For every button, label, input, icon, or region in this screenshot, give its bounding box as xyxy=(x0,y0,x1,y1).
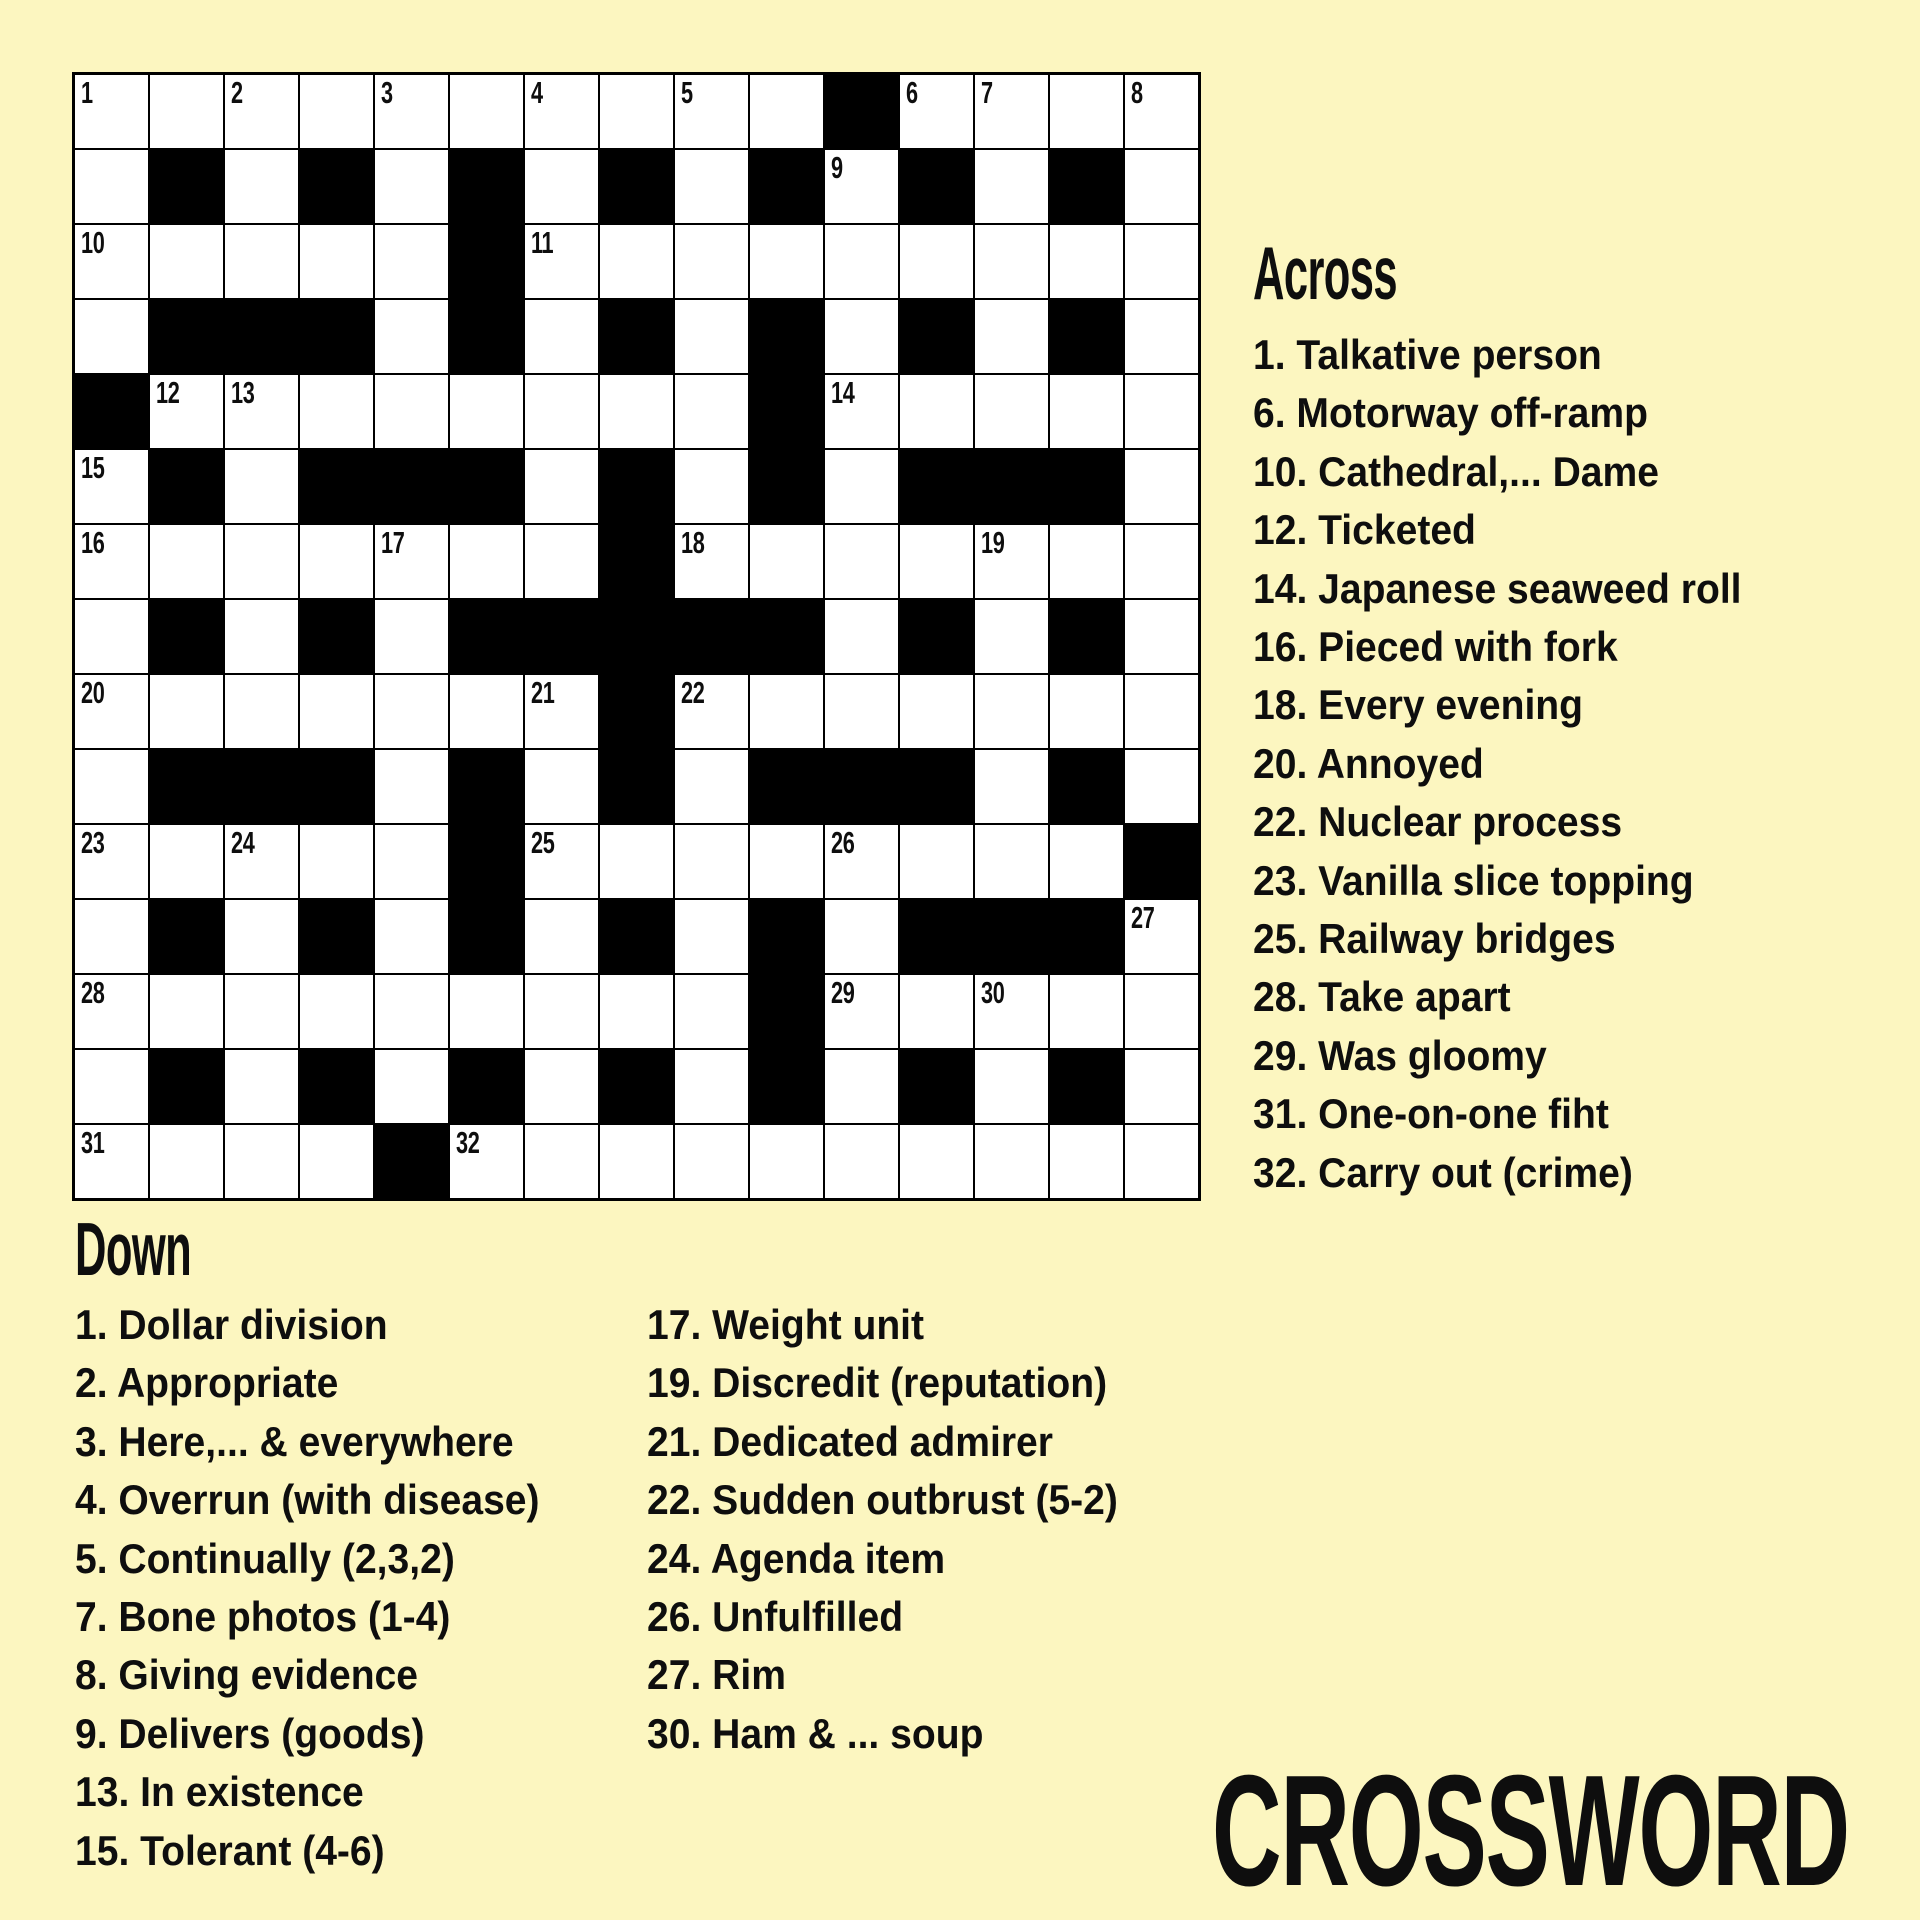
grid-cell[interactable] xyxy=(825,375,898,448)
grid-cell[interactable] xyxy=(750,1125,823,1198)
grid-cell[interactable] xyxy=(600,75,673,148)
grid-cell[interactable] xyxy=(525,675,598,748)
grid-cell[interactable] xyxy=(1050,525,1123,598)
grid-cell[interactable] xyxy=(975,675,1048,748)
grid-cell-black xyxy=(900,150,973,223)
grid-cell[interactable] xyxy=(1125,375,1198,448)
down-clue-item: 5. Continually (2,3,2) xyxy=(75,1534,455,1582)
cell-number: 29 xyxy=(831,975,855,1010)
grid-cell[interactable] xyxy=(525,1050,598,1123)
grid-cell-black xyxy=(750,600,823,673)
grid-cell[interactable] xyxy=(975,375,1048,448)
cell-number: 18 xyxy=(681,525,705,560)
down-clue-item: 21. Dedicated admirer xyxy=(647,1417,1053,1465)
down-clue-item: 9. Delivers (goods) xyxy=(75,1709,425,1757)
grid-cell[interactable] xyxy=(375,675,448,748)
cell-number: 23 xyxy=(81,825,105,860)
grid-cell[interactable] xyxy=(225,150,298,223)
grid-cell-black xyxy=(450,600,523,673)
grid-cell[interactable] xyxy=(150,375,223,448)
grid-cell[interactable] xyxy=(900,525,973,598)
grid-cell[interactable] xyxy=(375,750,448,823)
grid-cell-black xyxy=(450,900,523,973)
down-header: Down xyxy=(75,1207,192,1291)
grid-cell[interactable] xyxy=(975,1050,1048,1123)
grid-cell[interactable] xyxy=(75,825,148,898)
cell-number: 11 xyxy=(531,225,554,260)
grid-cell[interactable] xyxy=(825,975,898,1048)
down-clue-list-col-1 xyxy=(75,1296,575,1880)
grid-cell[interactable] xyxy=(1125,975,1198,1048)
grid-cell-black xyxy=(750,150,823,223)
grid-cell[interactable] xyxy=(975,225,1048,298)
grid-cell[interactable] xyxy=(1050,75,1123,148)
grid-cell-black xyxy=(300,300,373,373)
grid-cell[interactable] xyxy=(225,900,298,973)
grid-cell[interactable] xyxy=(975,975,1048,1048)
down-clue-item: 22. Sudden outbrust (5-2) xyxy=(647,1476,1118,1524)
grid-cell[interactable] xyxy=(450,975,523,1048)
grid-cell[interactable] xyxy=(300,825,373,898)
grid-cell[interactable] xyxy=(675,75,748,148)
grid-cell[interactable] xyxy=(750,825,823,898)
grid-cell[interactable] xyxy=(1125,525,1198,598)
cell-number: 2 xyxy=(231,75,243,110)
down-clue-item: 19. Discredit (reputation) xyxy=(647,1359,1108,1407)
puzzle-title: CROSSWORD xyxy=(1212,1743,1849,1919)
down-clue-item: 1. Dollar division xyxy=(75,1301,388,1348)
cell-number: 20 xyxy=(81,675,105,710)
grid-cell-black xyxy=(150,600,223,673)
grid-cell[interactable] xyxy=(225,375,298,448)
grid-cell[interactable] xyxy=(150,675,223,748)
grid-cell[interactable] xyxy=(225,675,298,748)
grid-cell[interactable] xyxy=(750,225,823,298)
cell-number: 1 xyxy=(81,75,93,110)
grid-cell[interactable] xyxy=(1050,1125,1123,1198)
grid-cell[interactable] xyxy=(1050,975,1123,1048)
grid-cell[interactable] xyxy=(450,1125,523,1198)
grid-cell[interactable] xyxy=(300,1125,373,1198)
grid-cell-black xyxy=(300,450,373,523)
grid-cell-black xyxy=(975,450,1048,523)
grid-cell[interactable] xyxy=(525,75,598,148)
grid-cell[interactable] xyxy=(900,75,973,148)
grid-cell[interactable] xyxy=(150,975,223,1048)
grid-cell[interactable] xyxy=(225,525,298,598)
grid-cell[interactable] xyxy=(450,75,523,148)
grid-cell[interactable] xyxy=(1125,225,1198,298)
down-clue-item: 2. Appropriate xyxy=(75,1359,339,1407)
grid-cell[interactable] xyxy=(75,1125,148,1198)
down-clue-item: 15. Tolerant (4-6) xyxy=(75,1826,385,1874)
grid-cell-black xyxy=(225,750,298,823)
grid-cell-black xyxy=(1125,825,1198,898)
grid-cell[interactable] xyxy=(525,375,598,448)
grid-cell[interactable] xyxy=(525,150,598,223)
grid-cell[interactable] xyxy=(225,600,298,673)
across-clue-list xyxy=(1253,326,1778,1202)
grid-cell[interactable] xyxy=(525,300,598,373)
grid-cell[interactable] xyxy=(75,1050,148,1123)
grid-cell[interactable] xyxy=(75,900,148,973)
grid-cell[interactable] xyxy=(375,300,448,373)
grid-cell-black xyxy=(1050,450,1123,523)
grid-cell[interactable] xyxy=(975,750,1048,823)
grid-cell[interactable] xyxy=(75,525,148,598)
cell-number: 8 xyxy=(1131,75,1143,110)
grid-cell-black xyxy=(450,1050,523,1123)
grid-cell[interactable] xyxy=(825,600,898,673)
cell-number: 19 xyxy=(981,525,1005,560)
grid-cell[interactable] xyxy=(750,675,823,748)
grid-cell[interactable] xyxy=(675,450,748,523)
grid-cell-black xyxy=(150,1050,223,1123)
grid-cell-black xyxy=(300,150,373,223)
down-clue-item: 8. Giving evidence xyxy=(75,1651,418,1699)
across-header: Across xyxy=(1253,231,1398,315)
cell-number: 31 xyxy=(81,1125,105,1160)
grid-cell[interactable] xyxy=(675,1050,748,1123)
grid-cell[interactable] xyxy=(1125,750,1198,823)
grid-cell[interactable] xyxy=(975,150,1048,223)
grid-cell[interactable] xyxy=(825,450,898,523)
grid-cell-black xyxy=(300,900,373,973)
grid-cell-black xyxy=(750,750,823,823)
across-clue-item: 31. One-on-one fiht xyxy=(1253,1090,1609,1138)
grid-cell[interactable] xyxy=(975,825,1048,898)
grid-cell-black xyxy=(1050,600,1123,673)
grid-cell[interactable] xyxy=(375,75,448,148)
grid-cell-black xyxy=(525,600,598,673)
grid-cell[interactable] xyxy=(75,300,148,373)
grid-cell[interactable] xyxy=(900,675,973,748)
grid-cell[interactable] xyxy=(525,450,598,523)
cell-number: 13 xyxy=(231,375,255,410)
grid-cell[interactable] xyxy=(150,1125,223,1198)
across-clue-item: 29. Was gloomy xyxy=(1253,1031,1547,1079)
grid-cell-black xyxy=(600,600,673,673)
grid-cell[interactable] xyxy=(675,675,748,748)
grid-cell[interactable] xyxy=(600,225,673,298)
grid-cell[interactable] xyxy=(300,675,373,748)
grid-cell[interactable] xyxy=(525,525,598,598)
grid-cell[interactable] xyxy=(675,975,748,1048)
grid-cell[interactable] xyxy=(75,600,148,673)
grid-cell-black xyxy=(900,600,973,673)
grid-cell[interactable] xyxy=(900,1125,973,1198)
grid-cell[interactable] xyxy=(825,300,898,373)
grid-cell-black xyxy=(150,750,223,823)
across-clue-item: 10. Cathedral,... Dame xyxy=(1253,447,1659,495)
grid-cell[interactable] xyxy=(525,975,598,1048)
grid-cell[interactable] xyxy=(1125,600,1198,673)
grid-cell[interactable] xyxy=(375,825,448,898)
grid-cell[interactable] xyxy=(75,750,148,823)
grid-cell[interactable] xyxy=(450,675,523,748)
grid-cell-black xyxy=(150,300,223,373)
grid-cell-black xyxy=(1050,900,1123,973)
grid-cell[interactable] xyxy=(300,975,373,1048)
grid-cell-black xyxy=(600,900,673,973)
grid-cell[interactable] xyxy=(975,525,1048,598)
grid-cell[interactable] xyxy=(150,525,223,598)
down-clue-item: 17. Weight unit xyxy=(647,1301,925,1348)
grid-cell[interactable] xyxy=(675,375,748,448)
grid-cell[interactable] xyxy=(1125,1125,1198,1198)
grid-cell[interactable] xyxy=(225,450,298,523)
grid-cell-black xyxy=(450,150,523,223)
across-clue-item: 23. Vanilla slice topping xyxy=(1253,856,1694,904)
grid-cell-black xyxy=(225,300,298,373)
grid-cell-black xyxy=(600,1050,673,1123)
grid-cell[interactable] xyxy=(1125,675,1198,748)
grid-cell[interactable] xyxy=(975,300,1048,373)
grid-cell-black xyxy=(825,75,898,148)
grid-cell[interactable] xyxy=(975,1125,1048,1198)
across-clue-item: 12. Ticketed xyxy=(1253,506,1476,554)
grid-cell[interactable] xyxy=(225,75,298,148)
grid-cell[interactable] xyxy=(750,525,823,598)
across-clue-item: 1. Talkative person xyxy=(1253,331,1602,378)
grid-cell[interactable] xyxy=(225,975,298,1048)
down-clue-item: 30. Ham & ... soup xyxy=(647,1709,984,1757)
grid-cell[interactable] xyxy=(375,1050,448,1123)
grid-cell-black xyxy=(600,750,673,823)
grid-cell-black xyxy=(450,225,523,298)
grid-cell-black xyxy=(375,450,448,523)
grid-cell[interactable] xyxy=(1125,450,1198,523)
grid-cell[interactable] xyxy=(225,1125,298,1198)
down-clue-item: 7. Bone photos (1-4) xyxy=(75,1593,451,1641)
grid-cell[interactable] xyxy=(300,225,373,298)
grid-cell-black xyxy=(750,1050,823,1123)
grid-cell[interactable] xyxy=(825,525,898,598)
down-clue-item: 27. Rim xyxy=(647,1651,786,1699)
cell-number: 6 xyxy=(906,75,918,110)
grid-cell[interactable] xyxy=(1125,75,1198,148)
grid-cell[interactable] xyxy=(750,75,823,148)
grid-cell[interactable] xyxy=(825,1050,898,1123)
grid-cell-black xyxy=(150,150,223,223)
grid-cell-black xyxy=(450,825,523,898)
across-clue-item: 6. Motorway off-ramp xyxy=(1253,389,1648,437)
grid-cell[interactable] xyxy=(900,375,973,448)
grid-cell-black xyxy=(1050,1050,1123,1123)
cell-number: 9 xyxy=(831,150,843,185)
grid-cell[interactable] xyxy=(300,525,373,598)
cell-number: 3 xyxy=(381,75,393,110)
grid-cell-black xyxy=(900,450,973,523)
grid-cell[interactable] xyxy=(450,525,523,598)
down-clue-list-col-2 xyxy=(647,1296,1153,1763)
grid-cell[interactable] xyxy=(675,525,748,598)
grid-cell-black xyxy=(150,900,223,973)
cell-number: 10 xyxy=(81,225,105,260)
grid-cell-black xyxy=(75,375,148,448)
grid-cell-black xyxy=(900,1050,973,1123)
grid-cell-black xyxy=(900,300,973,373)
grid-cell[interactable] xyxy=(600,975,673,1048)
grid-cell[interactable] xyxy=(1125,150,1198,223)
cell-number: 12 xyxy=(156,375,180,410)
cell-number: 21 xyxy=(531,675,555,710)
grid-cell-black xyxy=(900,750,973,823)
across-clue-item: 28. Take apart xyxy=(1253,973,1511,1021)
grid-cell[interactable] xyxy=(600,1125,673,1198)
grid-cell[interactable] xyxy=(975,600,1048,673)
grid-cell-black xyxy=(825,750,898,823)
grid-cell[interactable] xyxy=(600,375,673,448)
grid-cell[interactable] xyxy=(675,300,748,373)
across-clue-item: 32. Carry out (crime) xyxy=(1253,1148,1633,1196)
grid-cell-black xyxy=(450,450,523,523)
grid-cell-black xyxy=(1050,300,1123,373)
grid-cell[interactable] xyxy=(975,75,1048,148)
down-clue-item: 4. Overrun (with disease) xyxy=(75,1476,540,1524)
across-clue-item: 18. Every evening xyxy=(1253,681,1584,729)
across-clue-item: 22. Nuclear process xyxy=(1253,798,1623,846)
grid-cell[interactable] xyxy=(825,825,898,898)
cell-number: 22 xyxy=(681,675,705,710)
grid-cell-black xyxy=(600,675,673,748)
grid-cell[interactable] xyxy=(1125,300,1198,373)
grid-cell[interactable] xyxy=(225,825,298,898)
grid-cell[interactable] xyxy=(75,75,148,148)
cell-number: 30 xyxy=(981,975,1005,1010)
grid-cell-black xyxy=(750,300,823,373)
cell-number: 14 xyxy=(831,375,855,410)
grid-cell[interactable] xyxy=(150,825,223,898)
grid-cell[interactable] xyxy=(375,600,448,673)
grid-cell[interactable] xyxy=(525,825,598,898)
grid-cell-black xyxy=(150,450,223,523)
crossword-grid xyxy=(72,72,1201,1201)
grid-cell[interactable] xyxy=(75,225,148,298)
grid-cell-black xyxy=(1050,750,1123,823)
cell-number: 16 xyxy=(81,525,105,560)
grid-cell[interactable] xyxy=(1125,900,1198,973)
grid-cell-black xyxy=(750,375,823,448)
grid-cell[interactable] xyxy=(1050,675,1123,748)
grid-cell[interactable] xyxy=(375,375,448,448)
cell-number: 32 xyxy=(456,1125,480,1160)
grid-cell[interactable] xyxy=(75,450,148,523)
grid-cell[interactable] xyxy=(1050,825,1123,898)
grid-cell-black xyxy=(750,975,823,1048)
grid-cell[interactable] xyxy=(825,150,898,223)
grid-cell-black xyxy=(750,900,823,973)
grid-cell[interactable] xyxy=(675,150,748,223)
grid-cell[interactable] xyxy=(1050,225,1123,298)
cell-number: 5 xyxy=(681,75,693,110)
grid-cell-black xyxy=(600,450,673,523)
across-clue-item: 25. Railway bridges xyxy=(1253,915,1616,963)
grid-cell[interactable] xyxy=(600,825,673,898)
grid-cell[interactable] xyxy=(1125,1050,1198,1123)
grid-cell-black xyxy=(900,900,973,973)
grid-cell[interactable] xyxy=(825,1125,898,1198)
cell-number: 7 xyxy=(981,75,993,110)
across-clue-item: 20. Annoyed xyxy=(1253,739,1484,787)
cell-number: 17 xyxy=(381,525,405,560)
grid-cell[interactable] xyxy=(450,375,523,448)
grid-cell-black xyxy=(750,450,823,523)
grid-cell[interactable] xyxy=(75,975,148,1048)
grid-cell-black xyxy=(600,525,673,598)
grid-cell[interactable] xyxy=(75,150,148,223)
grid-cell-black xyxy=(300,1050,373,1123)
grid-cell[interactable] xyxy=(675,750,748,823)
cell-number: 15 xyxy=(81,450,105,485)
grid-cell[interactable] xyxy=(675,225,748,298)
grid-cell[interactable] xyxy=(825,225,898,298)
grid-cell-black xyxy=(975,900,1048,973)
grid-cell[interactable] xyxy=(375,900,448,973)
grid-cell[interactable] xyxy=(675,900,748,973)
grid-cell[interactable] xyxy=(525,900,598,973)
grid-cell[interactable] xyxy=(75,675,148,748)
down-clue-item: 3. Here,... & everywhere xyxy=(75,1417,514,1465)
cell-number: 24 xyxy=(231,825,255,860)
grid-cell-black xyxy=(450,750,523,823)
grid-cell[interactable] xyxy=(900,825,973,898)
grid-cell-black xyxy=(1050,150,1123,223)
grid-cell[interactable] xyxy=(300,375,373,448)
grid-cell[interactable] xyxy=(675,825,748,898)
grid-cell[interactable] xyxy=(525,750,598,823)
grid-cell[interactable] xyxy=(300,75,373,148)
grid-cell-black xyxy=(600,300,673,373)
cell-number: 28 xyxy=(81,975,105,1010)
grid-cell[interactable] xyxy=(375,225,448,298)
cell-number: 4 xyxy=(531,75,543,110)
across-clue-item: 16. Pieced with fork xyxy=(1253,623,1618,671)
cell-number: 25 xyxy=(531,825,555,860)
grid-cell-black xyxy=(675,600,748,673)
grid-cell[interactable] xyxy=(825,900,898,973)
grid-cell[interactable] xyxy=(900,225,973,298)
cell-number: 27 xyxy=(1131,900,1155,935)
down-clue-item: 26. Unfulfilled xyxy=(647,1593,904,1641)
grid-cell-black xyxy=(600,150,673,223)
grid-cell[interactable] xyxy=(375,975,448,1048)
grid-cell[interactable] xyxy=(900,975,973,1048)
grid-cell-black xyxy=(300,750,373,823)
grid-cell[interactable] xyxy=(825,675,898,748)
across-clue-item: 14. Japanese seaweed roll xyxy=(1253,564,1742,612)
down-clue-item: 13. In existence xyxy=(75,1768,364,1816)
grid-cell[interactable] xyxy=(150,75,223,148)
grid-cell[interactable] xyxy=(375,150,448,223)
grid-cell[interactable] xyxy=(225,1050,298,1123)
grid-cell[interactable] xyxy=(1050,375,1123,448)
grid-cell[interactable] xyxy=(525,225,598,298)
grid-cell-black xyxy=(450,300,523,373)
grid-cell[interactable] xyxy=(150,225,223,298)
cell-number: 26 xyxy=(831,825,855,860)
grid-cell[interactable] xyxy=(675,1125,748,1198)
down-clue-item: 24. Agenda item xyxy=(647,1534,946,1582)
grid-cell[interactable] xyxy=(225,225,298,298)
grid-cell-black xyxy=(375,1125,448,1198)
grid-cell[interactable] xyxy=(375,525,448,598)
grid-cell[interactable] xyxy=(525,1125,598,1198)
grid-cell-black xyxy=(300,600,373,673)
